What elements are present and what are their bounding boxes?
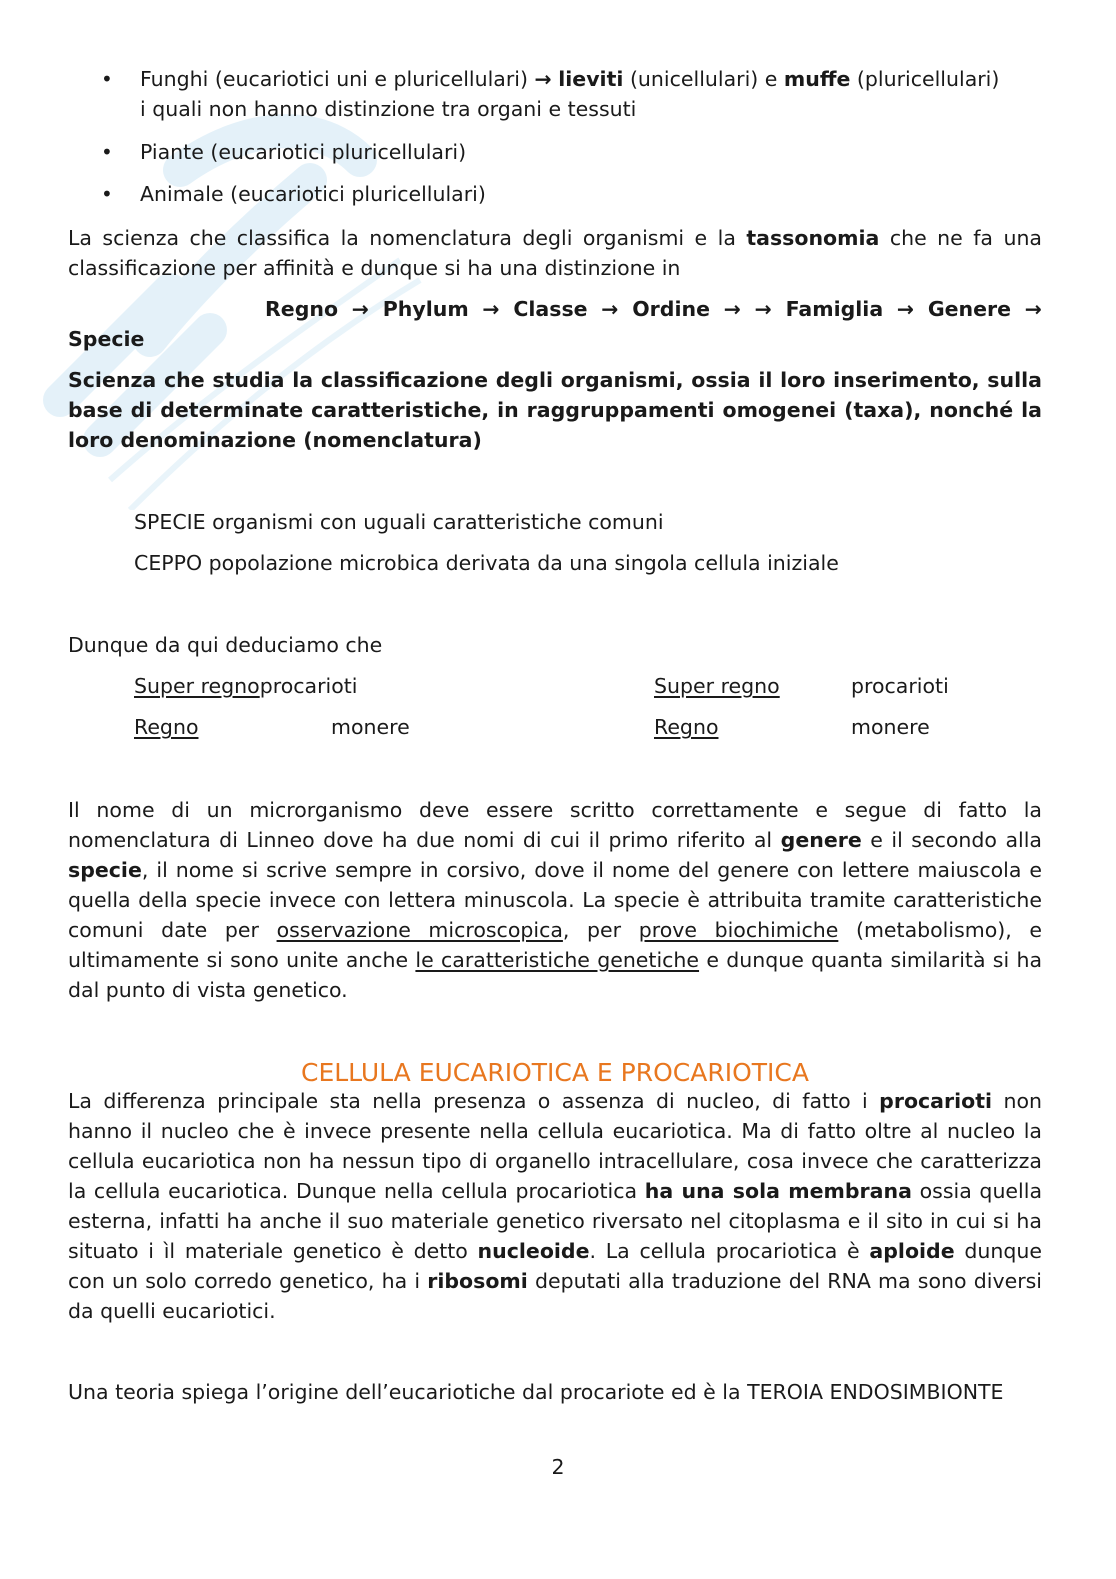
taxonomy-paragraph: La scienza che classifica la nomenclatura degli organismi e la tassonomia che ne fa una bbox=[68, 226, 1042, 250]
table-row: Super regno bbox=[654, 674, 780, 698]
taxonomy-hierarchy: Regno → Phylum → Classe → Ordine → → Famiglia → Genere → bbox=[265, 297, 1042, 321]
deduce-line: Dunque da qui deduciamo che bbox=[68, 633, 383, 657]
table-row: Regno bbox=[654, 715, 719, 739]
cell-paragraph: La differenza principale sta nella presenza o assenza di nucleo, di fatto i procarioti non hanno il nucleo che è invece presente nella cellula eucariotica. Ma di fatto oltre al nucleo la cellula eucariotica non ha nessun tipo di organello intracellulare, cosa invece che caratterizza la cellula eucariotica. Dunque nella cellula procariotica ha una sola membrana ossia quella esterna, infatti ha anche il suo materiale genetico riversato nel citoplasma e il sito in cui si ha situato i ìl materiale genetico è detto nucleoide. La cellula procariotica è aploide dunque con un solo corredo genetico, ha i ribosomi deputati alla traduzione del RNA ma sono diversi da quelli eucariotici. bbox=[68, 1089, 1043, 1323]
table-cell: procarioti bbox=[851, 674, 949, 698]
nomenclature-paragraph: Il nome di un microrganismo deve essere scritto correttamente e segue di fatto la nomenclatura di Linneo dove ha due nomi di cui il primo riferito al genere e il secondo alla specie, il nome si scrive sempre in corsivo, dove il nome del genere con lettere maiuscola e quella della specie invece con lettera minuscola. La specie è attribuita tramite caratteristiche comuni date per osservazione microscopica, per prove biochimiche (metabolismo), e ultimamente si sono unite anche le caratteristiche genetiche e dunque quanta similarità si ha dal punto di vista genetico. bbox=[68, 798, 1043, 1002]
list-item: • Animale (eucariotici pluricellulari) bbox=[68, 179, 1042, 209]
table-row: Super regnoprocarioti bbox=[134, 674, 358, 698]
table-row: Regno bbox=[134, 715, 199, 739]
list-item: • Piante (eucariotici pluricellulari) bbox=[68, 137, 1042, 167]
bullet-icon: • bbox=[101, 182, 113, 206]
theory-paragraph: Una teoria spiega l’origine dell’eucariotiche dal procariote ed è la TEROIA ENDOSIMBIONTE bbox=[68, 1380, 1004, 1404]
taxonomy-definition: Scienza che studia la classificazione degli organismi, ossia il loro inserimento, sulla base di determinate caratteristiche, in raggruppamenti omogenei (taxa), nonché la loro denominazione (nomenclatura) bbox=[68, 368, 1042, 452]
kingdom-list bbox=[68, 64, 1042, 124]
section-heading: CELLULA EUCARIOTICA E PROCARIOTICA bbox=[301, 1058, 809, 1087]
taxonomy-paragraph-line2: classificazione per affinità e dunque si ha una distinzione in bbox=[68, 256, 681, 280]
list-item: • Funghi (eucariotici uni e pluricellulari) → lieviti (unicellulari) e muffe (pluricellulari) i quali non hanno distinzione tra organi e tessuti bbox=[68, 64, 1042, 124]
taxonomy-hierarchy-end: Specie bbox=[68, 327, 145, 351]
kingdom-list-2 bbox=[68, 137, 1042, 167]
table-cell: monere bbox=[331, 715, 410, 739]
bullet-icon: • bbox=[101, 67, 113, 91]
bullet-icon: • bbox=[101, 140, 113, 164]
kingdom-list-3 bbox=[68, 179, 1042, 209]
arrow-icon: → bbox=[534, 67, 552, 91]
table-cell: monere bbox=[851, 715, 930, 739]
term-ceppo: CEPPO popolazione microbica derivata da una singola cellula iniziale bbox=[134, 551, 839, 575]
term-specie: SPECIE organismi con uguali caratteristiche comuni bbox=[134, 510, 664, 534]
page-number: 2 bbox=[551, 1455, 565, 1479]
